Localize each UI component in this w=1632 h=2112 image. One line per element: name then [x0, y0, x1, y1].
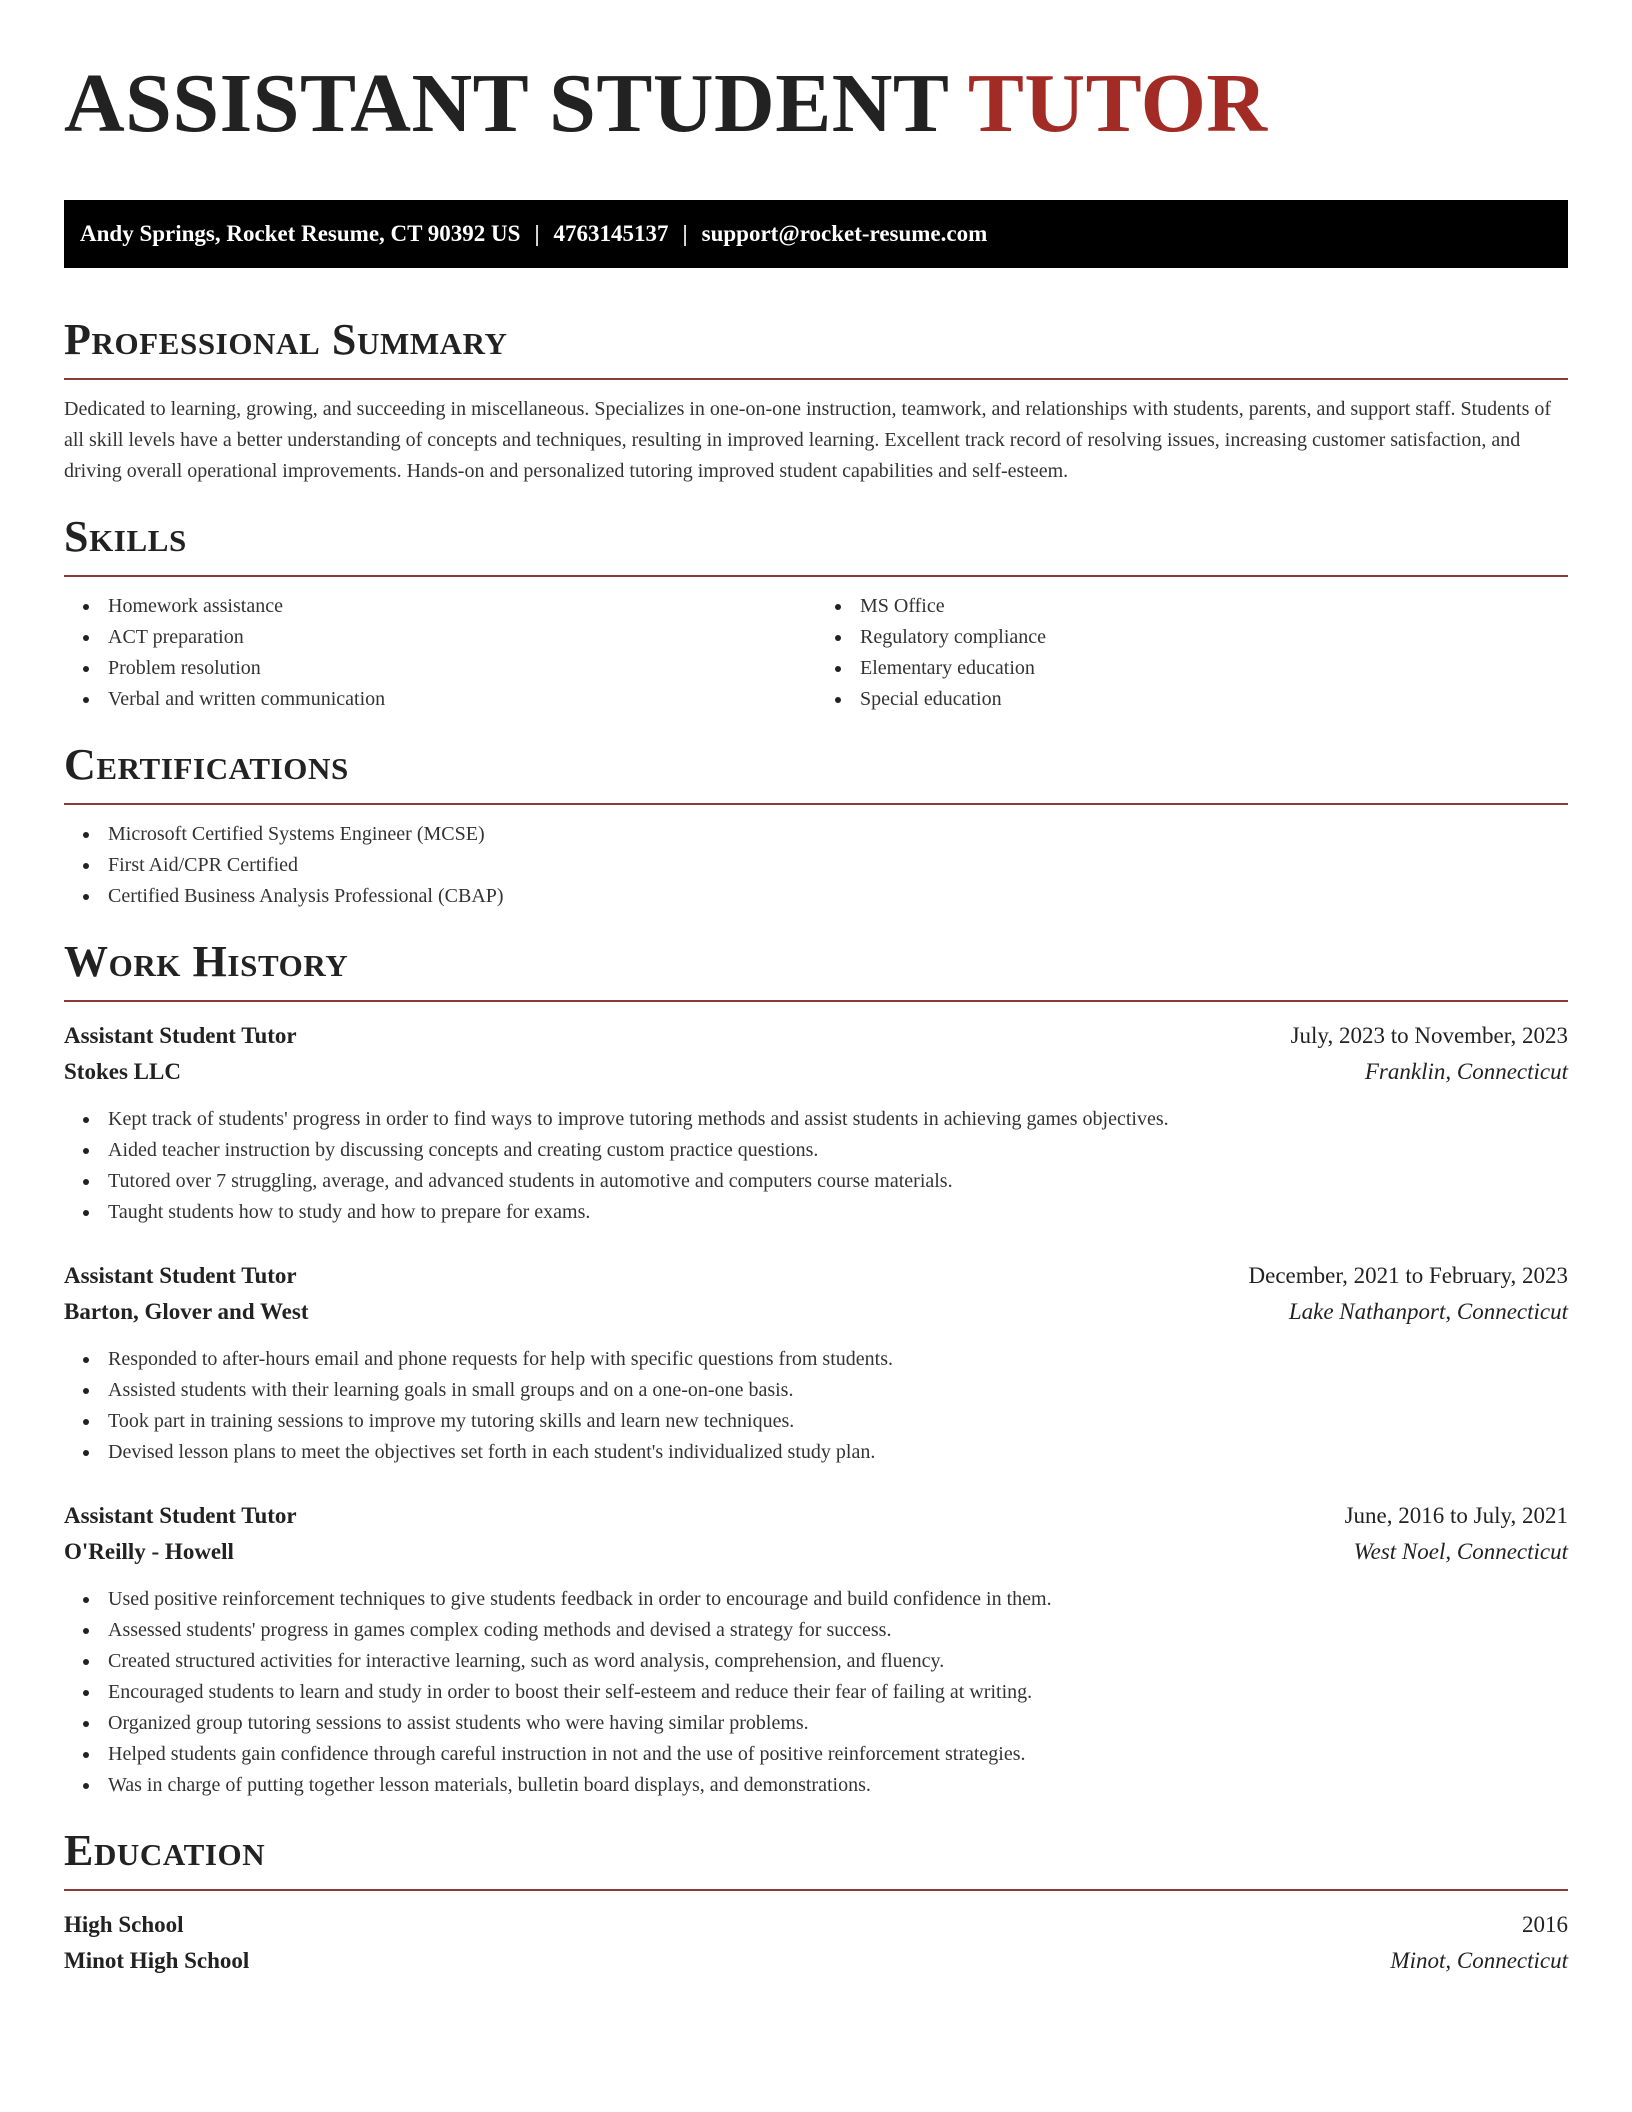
job-dates: July, 2023 to November, 2023 [1290, 1023, 1568, 1048]
job-subheader [64, 1534, 1568, 1570]
contact-address: Andy Springs, Rocket Resume, CT 90392 US [80, 221, 521, 246]
job-bullet: Tutored over 7 struggling, average, and advanced students in automotive and computers course materials. [108, 1166, 1568, 1197]
job-entry [64, 1498, 1568, 1801]
education-subheader [64, 1943, 1568, 1979]
skill-item: Regulatory compliance [860, 622, 1568, 653]
job-bullets [64, 1344, 1568, 1468]
skills-list-left [64, 591, 816, 715]
skill-item: Problem resolution [108, 653, 816, 684]
section-divider [64, 378, 1568, 380]
job-location: West Noel, Connecticut [1353, 1539, 1568, 1564]
section-divider [64, 1000, 1568, 1002]
job-header [64, 1018, 1568, 1054]
work-heading: Work History [64, 937, 349, 986]
contact-phone[interactable]: 4763145137 [553, 221, 669, 246]
section-divider [64, 1889, 1568, 1891]
education-year: 2016 [1522, 1912, 1568, 1937]
job-bullet: Created structured activities for interactive learning, such as word analysis, comprehension, and fluency. [108, 1646, 1568, 1677]
title-accent: TUTOR [967, 57, 1268, 150]
skills-section [64, 509, 1568, 715]
summary-heading: Professional Summary [64, 315, 508, 364]
education-entry [64, 1907, 1568, 1979]
job-company: O'Reilly - Howell [64, 1539, 234, 1564]
summary-section [64, 312, 1568, 487]
job-subheader [64, 1294, 1568, 1330]
job-bullet: Devised lesson plans to meet the objectives set forth in each student's individualized study plan. [108, 1437, 1568, 1468]
certification-item: First Aid/CPR Certified [108, 850, 1568, 881]
certification-item: Microsoft Certified Systems Engineer (MCSE) [108, 819, 1568, 850]
job-bullet: Assessed students' progress in games complex coding methods and devised a strategy for success. [108, 1615, 1568, 1646]
summary-text: Dedicated to learning, growing, and succeeding in miscellaneous. Specializes in one-on-one instruction, teamwork, and relationships with students, parents, and support staff. Students of all skill levels have a better understanding of concepts and techniques, resulting in improved learning. Excellent track record of resolving issues, increasing customer satisfaction, and driving overall operational improvements. Hands-on and personalized tutoring improved student capabilities and self-esteem. [64, 398, 1552, 482]
contact-bar [64, 200, 1568, 268]
job-location: Franklin, Connecticut [1364, 1059, 1568, 1084]
job-bullet: Encouraged students to learn and study in order to boost their self-esteem and reduce their fear of failing at writing. [108, 1677, 1568, 1708]
job-bullets [64, 1104, 1568, 1228]
job-bullet: Aided teacher instruction by discussing concepts and creating custom practice questions. [108, 1135, 1568, 1166]
job-bullet: Was in charge of putting together lesson materials, bulletin board displays, and demonstrations. [108, 1770, 1568, 1801]
resume-title [64, 0, 1568, 176]
certification-item: Certified Business Analysis Professional (CBAP) [108, 881, 1568, 912]
skill-item: Verbal and written communication [108, 684, 816, 715]
job-dates: December, 2021 to February, 2023 [1248, 1263, 1568, 1288]
job-location: Lake Nathanport, Connecticut [1288, 1299, 1568, 1324]
education-heading: Education [64, 1826, 266, 1875]
job-title: Assistant Student Tutor [64, 1023, 297, 1048]
education-degree: High School [64, 1912, 184, 1937]
skill-item: Homework assistance [108, 591, 816, 622]
job-bullets [64, 1584, 1568, 1801]
skill-item: MS Office [860, 591, 1568, 622]
work-section [64, 934, 1568, 1801]
job-bullet: Took part in training sessions to improve my tutoring skills and learn new techniques. [108, 1406, 1568, 1437]
contact-email[interactable]: support@rocket-resume.com [701, 221, 988, 246]
certifications-list [64, 819, 1568, 912]
education-location: Minot, Connecticut [1390, 1948, 1568, 1973]
section-divider [64, 803, 1568, 805]
job-dates: June, 2016 to July, 2021 [1344, 1503, 1568, 1528]
contact-separator: | [534, 221, 540, 246]
skill-item: ACT preparation [108, 622, 816, 653]
certifications-section [64, 737, 1568, 912]
skill-item: Special education [860, 684, 1568, 715]
job-bullet: Assisted students with their learning goals in small groups and on a one-on-one basis. [108, 1375, 1568, 1406]
job-subheader [64, 1054, 1568, 1090]
job-title: Assistant Student Tutor [64, 1503, 297, 1528]
job-bullet: Used positive reinforcement techniques to give students feedback in order to encourage and build confidence in them. [108, 1584, 1568, 1615]
contact-separator: | [682, 221, 688, 246]
job-bullet: Organized group tutoring sessions to assist students who were having similar problems. [108, 1708, 1568, 1739]
job-bullet: Helped students gain confidence through careful instruction in not and the use of positive reinforcement strategies. [108, 1739, 1568, 1770]
job-company: Stokes LLC [64, 1059, 181, 1084]
job-header [64, 1498, 1568, 1534]
job-company: Barton, Glover and West [64, 1299, 309, 1324]
job-bullet: Taught students how to study and how to prepare for exams. [108, 1197, 1568, 1228]
job-header [64, 1258, 1568, 1294]
skills-list-right [816, 591, 1568, 715]
job-title: Assistant Student Tutor [64, 1263, 297, 1288]
title-main: ASSISTANT STUDENT [64, 57, 948, 150]
skills-grid [64, 577, 1568, 715]
job-bullet: Kept track of students' progress in order to find ways to improve tutoring methods and assist students in achieving games objectives. [108, 1104, 1568, 1135]
skills-heading: Skills [64, 512, 187, 561]
certifications-heading: Certifications [64, 740, 349, 789]
education-school: Minot High School [64, 1948, 250, 1973]
job-bullet: Responded to after-hours email and phone requests for help with specific questions from students. [108, 1344, 1568, 1375]
job-entry [64, 1258, 1568, 1468]
education-header [64, 1907, 1568, 1943]
job-entry [64, 1018, 1568, 1228]
skill-item: Elementary education [860, 653, 1568, 684]
education-section [64, 1823, 1568, 1979]
